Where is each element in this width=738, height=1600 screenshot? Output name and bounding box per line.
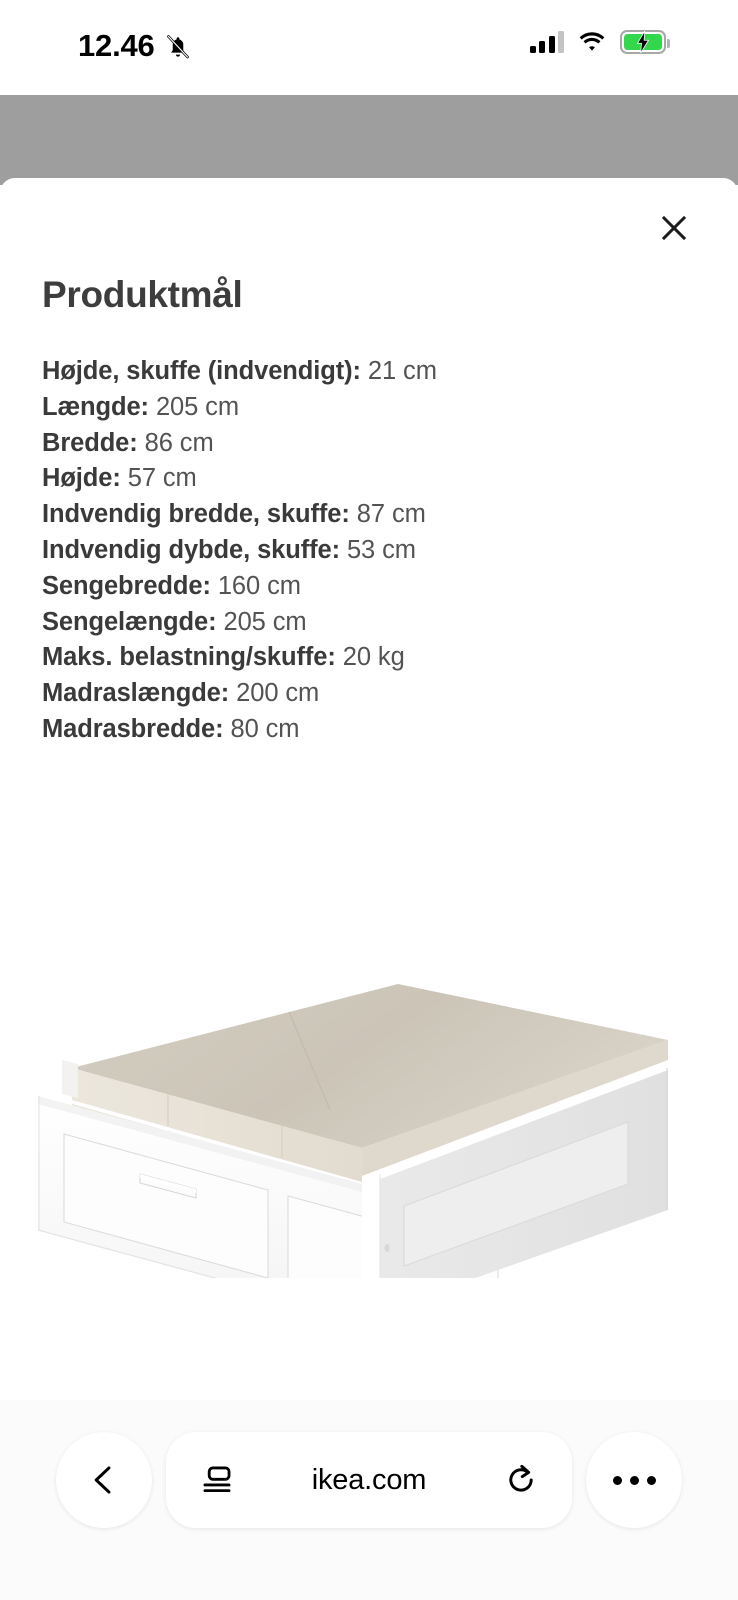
spec-row [42, 569, 682, 605]
spec-row [42, 461, 682, 497]
chevron-left-icon [87, 1463, 121, 1497]
status-bar-indicators [530, 30, 667, 54]
spec-value: 205 cm [155, 392, 239, 421]
spec-value: 57 cm [127, 464, 197, 493]
back-button[interactable] [56, 1432, 152, 1528]
browser-toolbar [0, 1400, 738, 1600]
spec-label: Bredde: [42, 428, 138, 457]
spec-value: 205 cm [223, 607, 307, 636]
status-bar-time: 12.46 [78, 28, 155, 63]
spec-label: Længde: [42, 392, 149, 421]
spec-label: Madraslængde: [42, 679, 230, 708]
spec-label: Indvendig bredde, skuffe: [42, 500, 350, 529]
daybed-with-drawers-illustration [0, 948, 738, 1278]
spec-row [42, 640, 682, 676]
lightning-bolt-icon [633, 31, 653, 53]
status-bar [0, 0, 738, 95]
url-text: ikea.com [311, 1463, 427, 1496]
spec-row [42, 712, 682, 748]
spec-label: Sengebredde: [42, 571, 211, 600]
spec-row [42, 676, 682, 712]
spec-value: 86 cm [144, 428, 214, 457]
spec-row [42, 497, 682, 533]
more-options-icon [613, 1476, 656, 1485]
close-icon [659, 213, 689, 243]
spec-value: 20 kg [342, 643, 405, 672]
spec-row [42, 354, 682, 390]
spec-row [42, 390, 682, 426]
spec-label: Madrasbredde: [42, 714, 224, 743]
spec-label: Sengelængde: [42, 607, 217, 636]
page-title: Produktmål [42, 274, 243, 315]
spec-value: 53 cm [346, 535, 416, 564]
product-dimensions-list [42, 354, 682, 748]
spec-row [42, 533, 682, 569]
spec-label: Højde, skuffe (indvendigt): [42, 357, 361, 385]
spec-label: Højde: [42, 464, 121, 493]
spec-value: 160 cm [217, 571, 301, 600]
cellular-signal-icon [530, 31, 565, 53]
wifi-icon [577, 31, 607, 53]
spec-value: 80 cm [230, 714, 300, 743]
modal-backdrop[interactable] [0, 95, 738, 185]
battery-charging-icon [620, 30, 666, 54]
spec-label: Indvendig dybde, skuffe: [42, 535, 340, 564]
spec-row [42, 605, 682, 641]
spec-value: 200 cm [236, 679, 320, 708]
more-options-button[interactable] [586, 1432, 682, 1528]
spec-label: Maks. belastning/skuffe: [42, 643, 336, 672]
product-dimensions-sheet [0, 178, 738, 1400]
page-settings-icon[interactable] [200, 1463, 234, 1497]
reload-icon[interactable] [504, 1463, 538, 1497]
spec-row [42, 426, 682, 462]
url-bar[interactable] [166, 1432, 572, 1528]
close-button[interactable] [652, 206, 696, 250]
bell-slash-icon [163, 32, 193, 62]
spec-value: 21 cm [367, 357, 437, 385]
spec-value: 87 cm [356, 500, 426, 529]
